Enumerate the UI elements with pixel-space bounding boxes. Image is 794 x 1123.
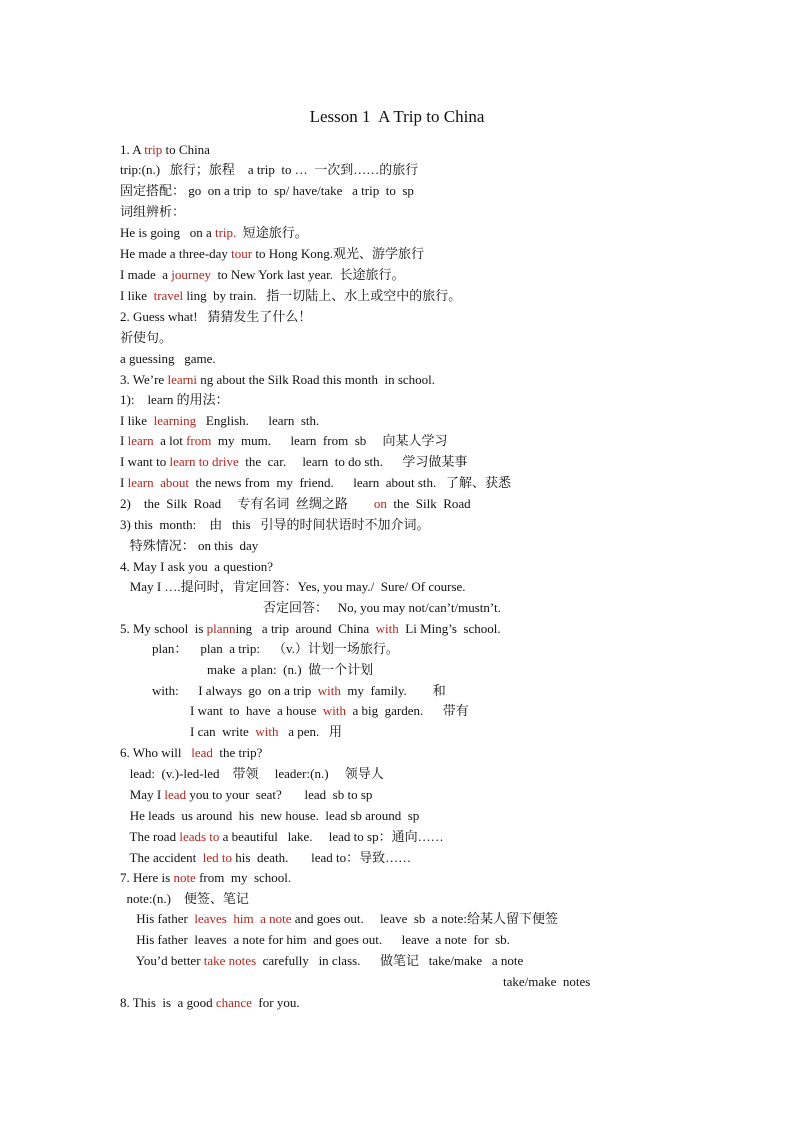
highlighted-word: travel xyxy=(153,288,184,303)
text-line xyxy=(120,474,511,492)
text-line xyxy=(120,245,424,263)
text-segment: a pen. 用 xyxy=(278,724,343,739)
text-segment: 3) this month: 由 this 引导的时间状语时不加介词。 xyxy=(120,517,430,532)
text-segment: the trip? xyxy=(212,745,263,760)
text-segment: a beautiful lake. lead to sp：通向…… xyxy=(219,829,444,844)
highlighted-word: leads to xyxy=(179,829,220,844)
text-segment: His father leaves a note for him and goes out. leave a note for sb. xyxy=(120,932,510,947)
text-segment: He leads us around his new house. lead sb around sp xyxy=(120,808,420,823)
text-segment: ling by train. 指一切陆上、水上或空中的旅行。 xyxy=(183,288,462,303)
text-line xyxy=(120,266,405,284)
text-segment: 词组辨析： xyxy=(120,204,186,219)
text-segment: you to your seat? lead sb to sp xyxy=(186,787,373,802)
text-segment: 短途旅行。 xyxy=(236,225,308,240)
text-line xyxy=(120,495,471,513)
text-segment: 1): learn 的用法： xyxy=(120,392,229,407)
highlighted-word: learn to drive xyxy=(169,454,239,469)
text-segment: take/make notes xyxy=(503,974,591,989)
highlighted-word: with xyxy=(317,683,341,698)
text-segment: make a plan: (n.) 做一个计划 xyxy=(207,662,374,677)
text-segment: 6. Who will xyxy=(120,745,192,760)
text-segment: the Silk Road xyxy=(386,496,471,511)
text-line xyxy=(190,723,342,741)
text-segment: 否定回答： No, you may not/can’t/mustn’t. xyxy=(263,600,501,615)
text-segment: I like xyxy=(120,413,154,428)
text-segment: and goes out. leave sb a note:给某人留下便签 xyxy=(291,911,558,926)
text-line xyxy=(152,682,446,700)
text-line xyxy=(120,807,419,825)
text-line xyxy=(120,350,216,368)
text-line xyxy=(152,640,399,658)
page-title: Lesson 1 A Trip to China xyxy=(309,107,485,126)
text-line xyxy=(120,141,210,159)
text-line xyxy=(120,952,523,970)
text-line xyxy=(120,371,435,389)
highlighted-word: lead xyxy=(164,787,187,802)
text-line xyxy=(120,744,262,762)
text-segment: I want to have a house xyxy=(190,703,323,718)
text-segment: You’d better xyxy=(120,953,204,968)
text-segment: the news from my friend. learn about sth. 了解、获悉 xyxy=(188,475,512,490)
highlighted-word: trip xyxy=(144,142,163,157)
text-segment: English. learn sth. xyxy=(196,413,320,428)
text-segment: 3. We’re xyxy=(120,372,168,387)
text-segment: ng about the Silk Road this month in school. xyxy=(197,372,436,387)
highlighted-word: lead xyxy=(191,745,213,760)
text-segment: 2) the Silk Road 专有名词 丝绸之路 xyxy=(120,496,374,511)
text-line xyxy=(207,661,373,679)
highlighted-word: learn xyxy=(127,433,154,448)
text-segment: May I xyxy=(120,787,165,802)
text-segment: 祈使句。 xyxy=(120,330,173,345)
highlighted-word: take notes xyxy=(203,953,257,968)
text-segment: to China xyxy=(162,142,210,157)
text-segment: The road xyxy=(120,829,180,844)
text-line xyxy=(120,537,258,555)
text-line xyxy=(120,910,558,928)
text-segment: his death. lead to：导致…… xyxy=(232,850,412,865)
text-segment: my family. 和 xyxy=(340,683,446,698)
highlighted-word: trip. xyxy=(214,225,237,240)
text-line xyxy=(263,599,501,617)
highlighted-word: learning xyxy=(153,413,197,428)
text-segment: I want to xyxy=(120,454,170,469)
text-line xyxy=(120,287,461,305)
text-segment: 8. This is a good xyxy=(120,995,216,1010)
text-segment: to Hong Kong.观光、游学旅行 xyxy=(252,246,425,261)
text-segment: 2. Guess what! 猜猜发生了什么！ xyxy=(120,309,312,324)
highlighted-word: with xyxy=(322,703,346,718)
text-line xyxy=(120,161,418,179)
text-line xyxy=(120,308,311,326)
text-line xyxy=(120,578,466,596)
text-segment: He made a three-day xyxy=(120,246,232,261)
highlighted-word: journey xyxy=(171,267,211,282)
text-line xyxy=(120,412,319,430)
text-segment: a lot xyxy=(153,433,187,448)
highlighted-word: with xyxy=(375,621,399,636)
highlighted-word: chance xyxy=(215,995,252,1010)
text-segment: 特殊情况： on this day xyxy=(120,538,259,553)
highlighted-word: plann xyxy=(206,621,236,636)
text-segment: the car. learn to do sth. 学习做某事 xyxy=(238,454,468,469)
text-segment: from my school. xyxy=(195,870,292,885)
text-segment: with: I always go on a trip xyxy=(152,683,318,698)
text-segment: carefully in class. 做笔记 take/make a note xyxy=(256,953,524,968)
text-line xyxy=(120,765,384,783)
text-line xyxy=(120,994,300,1012)
highlighted-word: with xyxy=(255,724,279,739)
text-line xyxy=(120,869,291,887)
text-line xyxy=(190,702,469,720)
text-line xyxy=(120,516,429,534)
highlighted-word: learni xyxy=(167,372,198,387)
text-line xyxy=(120,558,273,576)
text-segment: my mum. learn from sb 向某人学习 xyxy=(211,433,448,448)
text-line xyxy=(120,828,444,846)
text-segment: May I ….提问时，肯定回答：Yes, you may./ Sure/ Of course. xyxy=(120,579,466,594)
text-segment: a big garden. 带有 xyxy=(345,703,469,718)
highlighted-word: on xyxy=(373,496,387,511)
text-segment: He is going on a xyxy=(120,225,215,240)
text-line xyxy=(120,931,510,949)
text-segment: I made a xyxy=(120,267,172,282)
highlighted-word: led to xyxy=(202,850,233,865)
text-line xyxy=(503,973,590,991)
text-segment: to New York last year. 长途旅行。 xyxy=(210,267,405,282)
highlighted-word: leaves him a note xyxy=(194,911,292,926)
text-line xyxy=(120,890,249,908)
text-line xyxy=(120,786,372,804)
text-line xyxy=(120,182,414,200)
text-segment: note:(n.) 便签、笔记 xyxy=(120,891,249,906)
text-segment: 7. Here is xyxy=(120,870,174,885)
text-segment: 5. My school is xyxy=(120,621,207,636)
text-segment: I xyxy=(120,433,128,448)
text-segment: lead: (v.)-led-led 带领 leader:(n.) 领导人 xyxy=(120,766,384,781)
text-segment: His father xyxy=(120,911,195,926)
text-segment: a guessing game. xyxy=(120,351,216,366)
text-line xyxy=(120,432,448,450)
highlighted-word: learn about xyxy=(127,475,189,490)
text-segment: I like xyxy=(120,288,154,303)
text-line xyxy=(120,224,308,242)
highlighted-word: from xyxy=(186,433,212,448)
highlighted-word: note xyxy=(173,870,196,885)
highlighted-word: tour xyxy=(231,246,253,261)
text-segment: 1. A xyxy=(120,142,145,157)
text-segment: Li Ming’s school. xyxy=(398,621,501,636)
text-line xyxy=(120,849,411,867)
text-segment: I xyxy=(120,475,128,490)
text-segment: ing a trip around China xyxy=(235,621,376,636)
text-line xyxy=(120,203,185,221)
text-line xyxy=(120,620,501,638)
text-segment: trip:(n.) 旅行；旅程 a trip to … 一次到……的旅行 xyxy=(120,162,419,177)
text-segment: plan： plan a trip: （v.）计划一场旅行。 xyxy=(152,641,399,656)
text-segment: for you. xyxy=(251,995,300,1010)
text-line xyxy=(120,391,229,409)
text-line xyxy=(120,453,467,471)
text-line xyxy=(120,329,172,347)
text-segment: I can write xyxy=(190,724,256,739)
text-segment: The accident xyxy=(120,850,203,865)
text-segment: 4. May I ask you a question? xyxy=(120,559,274,574)
text-segment: 固定搭配： go on a trip to sp/ have/take a trip to sp xyxy=(120,183,414,198)
